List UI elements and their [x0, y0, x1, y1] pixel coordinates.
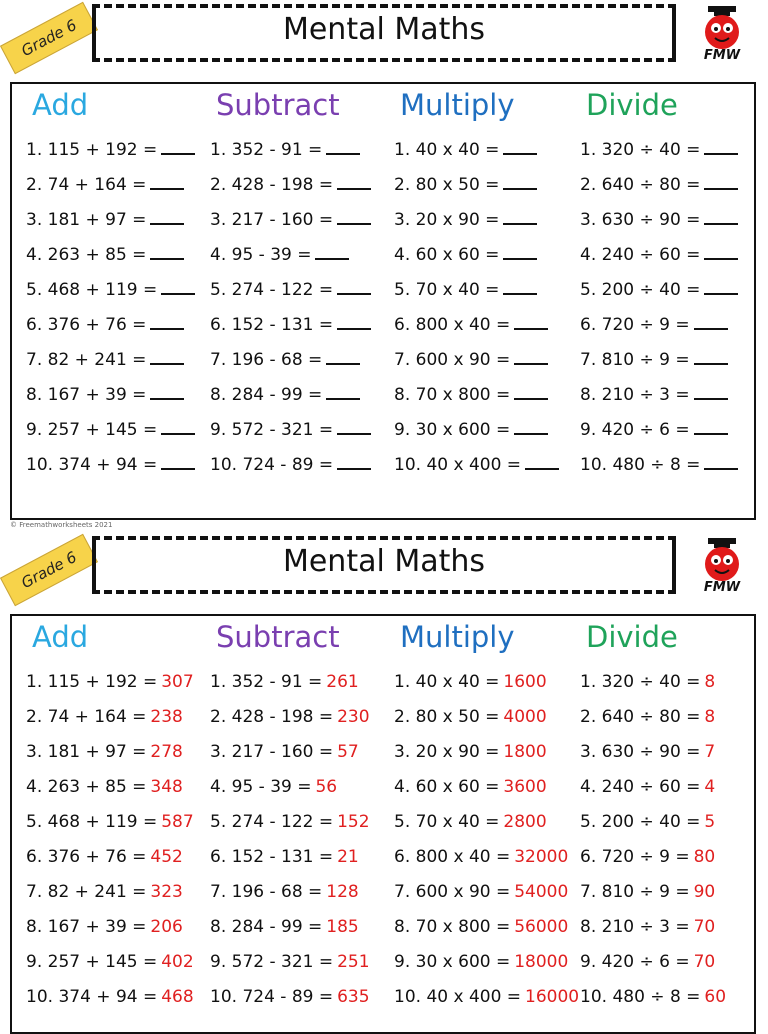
problem-row — [580, 917, 715, 937]
problem-text: 2. 640 ÷ 80 = — [580, 707, 701, 727]
answer-text: 348 — [150, 777, 183, 797]
answer-text: 4 — [704, 777, 716, 797]
answer-blank[interactable] — [704, 223, 738, 225]
problem-text: 3. 630 ÷ 90 = — [580, 210, 701, 230]
logo-text: FMW — [703, 48, 741, 63]
problem-text: 6. 376 + 76 = — [26, 315, 147, 335]
problem-row — [26, 672, 194, 692]
answer-text: 16000 — [525, 987, 580, 1007]
problem-row — [580, 882, 715, 902]
answer-blank[interactable] — [315, 258, 349, 260]
grade-badge: Grade 6 — [0, 534, 98, 606]
problem-text: 7. 600 x 90 = — [394, 882, 511, 902]
page-title: Mental Maths — [282, 12, 486, 47]
column-heading: Divide — [586, 620, 678, 654]
answer-blank[interactable] — [503, 223, 537, 225]
problem-row — [210, 385, 360, 405]
problem-row — [210, 315, 371, 335]
problem-text: 8. 210 ÷ 3 = — [580, 917, 690, 937]
problem-row — [210, 175, 371, 195]
column-heading: Multiply — [400, 88, 515, 122]
problem-text: 7. 82 + 241 = — [26, 882, 147, 902]
answer-text: 56 — [315, 777, 338, 797]
problem-text: 10. 724 - 89 = — [210, 987, 334, 1007]
problem-row — [580, 952, 715, 972]
grade-badge: Grade 6 — [0, 2, 98, 74]
answer-blank[interactable] — [326, 363, 360, 365]
problem-row — [210, 952, 370, 972]
problem-text: 6. 376 + 76 = — [26, 847, 147, 867]
problem-row — [394, 987, 579, 1007]
answer-text: 7 — [704, 742, 716, 762]
problem-row — [210, 882, 359, 902]
answer-text: 80 — [693, 847, 716, 867]
answer-blank[interactable] — [326, 153, 360, 155]
problem-text: 5. 200 ÷ 40 = — [580, 280, 701, 300]
problem-text: 8. 284 - 99 = — [210, 385, 323, 405]
answer-blank[interactable] — [503, 258, 537, 260]
problem-text: 8. 70 x 800 = — [394, 385, 511, 405]
problem-row — [580, 315, 728, 335]
answer-text: 90 — [693, 882, 716, 902]
page-title: Mental Maths — [282, 544, 486, 579]
answer-text: 206 — [150, 917, 183, 937]
problem-text: 3. 217 - 160 = — [210, 210, 334, 230]
problem-text: 2. 74 + 164 = — [26, 175, 147, 195]
answer-blank[interactable] — [337, 188, 371, 190]
problem-row — [580, 707, 715, 727]
problem-text: 2. 80 x 50 = — [394, 175, 500, 195]
problem-row — [394, 777, 547, 797]
problem-row — [26, 777, 183, 797]
column-heading: Divide — [586, 88, 678, 122]
answer-text: 4000 — [503, 707, 547, 727]
answer-text: 402 — [161, 952, 194, 972]
problem-text: 9. 30 x 600 = — [394, 420, 511, 440]
problem-text: 5. 274 - 122 = — [210, 280, 334, 300]
problem-text: 2. 74 + 164 = — [26, 707, 147, 727]
answer-text: 57 — [337, 742, 359, 762]
answer-blank[interactable] — [337, 433, 371, 435]
answer-text: 251 — [337, 952, 370, 972]
problem-text: 8. 70 x 800 = — [394, 917, 511, 937]
answer-blank[interactable] — [514, 398, 548, 400]
problem-row — [394, 140, 537, 160]
problem-text: 10. 480 ÷ 8 = — [580, 455, 701, 475]
fmw-logo — [696, 4, 748, 64]
answer-blank[interactable] — [694, 433, 728, 435]
problem-text: 3. 181 + 97 = — [26, 210, 147, 230]
answer-text: 238 — [150, 707, 183, 727]
problem-row — [26, 385, 184, 405]
answer-text: 2800 — [503, 812, 547, 832]
problem-row — [394, 672, 547, 692]
answer-text: 261 — [326, 672, 359, 692]
problem-text: 7. 810 ÷ 9 = — [580, 350, 690, 370]
problem-row — [580, 742, 715, 762]
problem-text: 4. 263 + 85 = — [26, 777, 147, 797]
problem-row — [394, 455, 559, 475]
answer-blank[interactable] — [514, 433, 548, 435]
problem-row — [210, 280, 371, 300]
answer-blank[interactable] — [150, 258, 184, 260]
answer-blank[interactable] — [694, 398, 728, 400]
problem-text: 4. 95 - 39 = — [210, 245, 312, 265]
problem-text: 4. 60 x 60 = — [394, 245, 500, 265]
problem-text: 1. 40 x 40 = — [394, 672, 500, 692]
problem-text: 3. 181 + 97 = — [26, 742, 147, 762]
problem-row — [210, 245, 349, 265]
problem-row — [26, 315, 184, 335]
problem-text: 6. 152 - 131 = — [210, 847, 334, 867]
problem-row — [26, 742, 183, 762]
problem-text: 8. 210 ÷ 3 = — [580, 385, 690, 405]
problem-row — [210, 350, 360, 370]
problem-text: 1. 115 + 192 = — [26, 672, 158, 692]
answer-text: 468 — [161, 987, 194, 1007]
problem-row — [580, 350, 728, 370]
problem-text: 2. 640 ÷ 80 = — [580, 175, 701, 195]
answer-text: 152 — [337, 812, 370, 832]
problem-row — [210, 455, 371, 475]
answer-text: 8 — [704, 707, 716, 727]
column-heading: Add — [32, 620, 89, 654]
answer-text: 128 — [326, 882, 359, 902]
answer-blank[interactable] — [514, 328, 548, 330]
answer-blank[interactable] — [525, 468, 559, 470]
problem-text: 1. 320 ÷ 40 = — [580, 672, 701, 692]
problem-row — [210, 420, 371, 440]
problem-text: 8. 284 - 99 = — [210, 917, 323, 937]
problem-text: 9. 420 ÷ 6 = — [580, 420, 690, 440]
problem-text: 4. 60 x 60 = — [394, 777, 500, 797]
problem-row — [26, 455, 195, 475]
problem-row — [580, 140, 738, 160]
answer-blank[interactable] — [503, 153, 537, 155]
problem-text: 4. 240 ÷ 60 = — [580, 245, 701, 265]
apple-mascot-icon — [696, 536, 748, 582]
problem-row — [394, 742, 547, 762]
answer-blank[interactable] — [150, 398, 184, 400]
copyright: © Freemathworksheets 2021 — [10, 521, 113, 529]
problem-text: 10. 40 x 400 = — [394, 987, 522, 1007]
answer-blank[interactable] — [337, 328, 371, 330]
answer-text: 230 — [337, 707, 370, 727]
problem-text: 9. 30 x 600 = — [394, 952, 511, 972]
problem-text: 7. 196 - 68 = — [210, 350, 323, 370]
worksheet-answers — [0, 532, 768, 1024]
answer-blank[interactable] — [161, 468, 195, 470]
answer-text: 587 — [161, 812, 194, 832]
answer-text: 32000 — [514, 847, 569, 867]
problem-text: 9. 257 + 145 = — [26, 420, 158, 440]
problem-text: 3. 20 x 90 = — [394, 210, 500, 230]
problem-row — [26, 917, 183, 937]
problem-text: 2. 80 x 50 = — [394, 707, 500, 727]
problem-row — [580, 455, 738, 475]
problem-row — [210, 777, 337, 797]
problem-text: 10. 40 x 400 = — [394, 455, 522, 475]
problem-row — [210, 987, 370, 1007]
problem-text: 5. 200 ÷ 40 = — [580, 812, 701, 832]
answer-blank[interactable] — [337, 293, 371, 295]
problem-row — [394, 812, 547, 832]
fmw-logo — [696, 536, 748, 596]
logo-text: FMW — [703, 580, 741, 595]
problem-row — [580, 210, 738, 230]
problem-row — [26, 812, 194, 832]
problem-row — [210, 140, 360, 160]
problem-text: 7. 82 + 241 = — [26, 350, 147, 370]
problem-text: 5. 468 + 119 = — [26, 812, 158, 832]
problem-row — [210, 917, 359, 937]
answer-text: 635 — [337, 987, 370, 1007]
problem-text: 6. 152 - 131 = — [210, 315, 334, 335]
problem-text: 5. 274 - 122 = — [210, 812, 334, 832]
answer-blank[interactable] — [694, 363, 728, 365]
answer-text: 1600 — [503, 672, 547, 692]
answer-text: 307 — [161, 672, 194, 692]
problem-text: 9. 257 + 145 = — [26, 952, 158, 972]
column-heading: Subtract — [216, 620, 340, 654]
answer-text: 5 — [704, 812, 716, 832]
answer-text: 56000 — [514, 917, 569, 937]
answer-blank[interactable] — [161, 433, 195, 435]
answer-text: 54000 — [514, 882, 569, 902]
problem-row — [394, 917, 568, 937]
problem-row — [26, 847, 183, 867]
problem-row — [26, 245, 184, 265]
problem-row — [394, 707, 547, 727]
problem-row — [26, 882, 183, 902]
problem-text: 3. 630 ÷ 90 = — [580, 742, 701, 762]
answer-blank[interactable] — [150, 188, 184, 190]
problem-text: 6. 720 ÷ 9 = — [580, 315, 690, 335]
answer-blank[interactable] — [704, 293, 738, 295]
problem-text: 9. 420 ÷ 6 = — [580, 952, 690, 972]
problem-row — [26, 140, 195, 160]
problem-row — [394, 882, 568, 902]
problem-text: 4. 95 - 39 = — [210, 777, 312, 797]
answer-blank[interactable] — [704, 153, 738, 155]
problem-row — [580, 777, 715, 797]
problem-text: 8. 167 + 39 = — [26, 385, 147, 405]
answer-text: 3600 — [503, 777, 547, 797]
answer-blank[interactable] — [150, 328, 184, 330]
problem-row — [26, 952, 194, 972]
problem-text: 2. 428 - 198 = — [210, 707, 334, 727]
problem-row — [394, 175, 537, 195]
problem-text: 2. 428 - 198 = — [210, 175, 334, 195]
problem-row — [580, 385, 728, 405]
problem-text: 1. 115 + 192 = — [26, 140, 158, 160]
problem-row — [394, 315, 548, 335]
problem-text: 8. 167 + 39 = — [26, 917, 147, 937]
answer-text: 60 — [704, 987, 727, 1007]
column-heading: Multiply — [400, 620, 515, 654]
problem-row — [210, 847, 359, 867]
answer-blank[interactable] — [704, 188, 738, 190]
title-frame — [92, 534, 676, 594]
problem-row — [26, 210, 184, 230]
answer-blank[interactable] — [161, 153, 195, 155]
column-heading: Add — [32, 88, 89, 122]
problem-text: 10. 480 ÷ 8 = — [580, 987, 701, 1007]
problem-row — [210, 812, 370, 832]
problem-row — [394, 385, 548, 405]
answer-text: 185 — [326, 917, 359, 937]
problem-text: 4. 240 ÷ 60 = — [580, 777, 701, 797]
problem-row — [26, 280, 195, 300]
problem-text: 1. 352 - 91 = — [210, 140, 323, 160]
problem-text: 7. 600 x 90 = — [394, 350, 511, 370]
problem-row — [210, 742, 359, 762]
apple-mascot-icon — [696, 4, 748, 50]
answer-blank[interactable] — [694, 328, 728, 330]
title-frame — [92, 2, 676, 62]
problem-row — [210, 672, 359, 692]
problem-text: 10. 374 + 94 = — [26, 455, 158, 475]
problem-text: 5. 70 x 40 = — [394, 280, 500, 300]
problem-text: 6. 800 x 40 = — [394, 315, 511, 335]
answer-blank[interactable] — [337, 468, 371, 470]
answer-text: 70 — [693, 917, 716, 937]
answer-blank[interactable] — [161, 293, 195, 295]
answer-text: 278 — [150, 742, 183, 762]
problem-row — [580, 847, 715, 867]
answer-blank[interactable] — [704, 258, 738, 260]
problem-text: 1. 320 ÷ 40 = — [580, 140, 701, 160]
problem-row — [26, 175, 184, 195]
problem-row — [580, 175, 738, 195]
problem-row — [580, 812, 715, 832]
problem-text: 4. 263 + 85 = — [26, 245, 147, 265]
problem-row — [394, 952, 568, 972]
problem-row — [210, 707, 370, 727]
problem-row — [580, 987, 726, 1007]
answer-blank[interactable] — [503, 293, 537, 295]
answer-blank[interactable] — [704, 468, 738, 470]
question-panel — [10, 82, 756, 520]
answer-blank[interactable] — [503, 188, 537, 190]
problem-text: 9. 572 - 321 = — [210, 420, 334, 440]
problem-text: 1. 352 - 91 = — [210, 672, 323, 692]
problem-text: 1. 40 x 40 = — [394, 140, 500, 160]
problem-row — [394, 210, 537, 230]
problem-text: 5. 468 + 119 = — [26, 280, 158, 300]
answer-panel — [10, 614, 756, 1034]
answer-blank[interactable] — [326, 398, 360, 400]
problem-row — [580, 280, 738, 300]
answer-text: 323 — [150, 882, 183, 902]
problem-text: 6. 720 ÷ 9 = — [580, 847, 690, 867]
problem-row — [210, 210, 371, 230]
problem-text: 10. 374 + 94 = — [26, 987, 158, 1007]
problem-row — [394, 420, 548, 440]
answer-blank[interactable] — [514, 363, 548, 365]
problem-row — [394, 350, 548, 370]
problem-text: 7. 810 ÷ 9 = — [580, 882, 690, 902]
problem-text: 7. 196 - 68 = — [210, 882, 323, 902]
problem-row — [394, 245, 537, 265]
answer-text: 21 — [337, 847, 359, 867]
answer-blank[interactable] — [337, 223, 371, 225]
answer-text: 8 — [704, 672, 716, 692]
answer-blank[interactable] — [150, 363, 184, 365]
answer-text: 1800 — [503, 742, 547, 762]
problem-row — [26, 707, 183, 727]
answer-text: 18000 — [514, 952, 569, 972]
problem-row — [580, 672, 715, 692]
answer-text: 452 — [150, 847, 183, 867]
problem-row — [26, 420, 195, 440]
problem-row — [580, 245, 738, 265]
problem-row — [394, 847, 568, 867]
problem-text: 10. 724 - 89 = — [210, 455, 334, 475]
problem-text: 5. 70 x 40 = — [394, 812, 500, 832]
problem-text: 3. 20 x 90 = — [394, 742, 500, 762]
problem-text: 3. 217 - 160 = — [210, 742, 334, 762]
problem-row — [26, 350, 184, 370]
problem-row — [26, 987, 194, 1007]
problem-row — [394, 280, 537, 300]
problem-row — [580, 420, 728, 440]
problem-text: 6. 800 x 40 = — [394, 847, 511, 867]
column-heading: Subtract — [216, 88, 340, 122]
answer-text: 70 — [693, 952, 716, 972]
problem-text: 9. 572 - 321 = — [210, 952, 334, 972]
answer-blank[interactable] — [150, 223, 184, 225]
